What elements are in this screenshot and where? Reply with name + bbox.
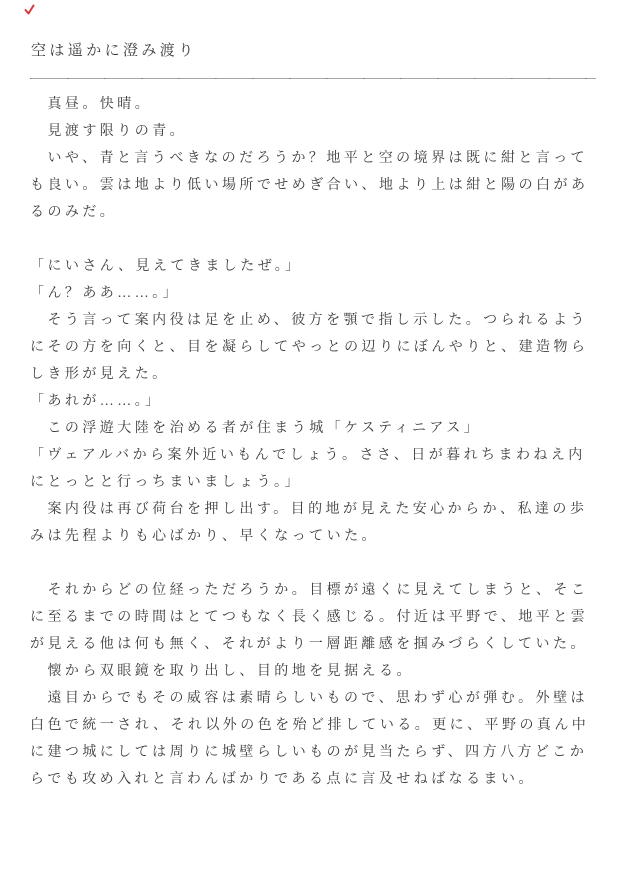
body-text bbox=[30, 91, 598, 793]
text-line: しき形が見えた。 bbox=[30, 367, 170, 382]
text-line: 真昼。快晴。 bbox=[30, 97, 153, 112]
page-title: 空は遥かに澄み渡り bbox=[31, 43, 197, 59]
text-line: らでも攻め入れと言わんばかりである点に言及せねばなるまい。 bbox=[30, 772, 536, 787]
text-line: にその方を向くと、目を凝らしてやっとの辺りにぼんやりと、建造物ら bbox=[30, 340, 589, 355]
text-line: それからどの位経っただろうか。目標が遠くに見えてしまうと、そこ bbox=[30, 583, 589, 598]
title-divider-line bbox=[30, 78, 596, 80]
red-annotation-icon bbox=[24, 3, 35, 15]
text-line: みは先程よりも心ばかり、早くなっていた。 bbox=[30, 529, 379, 544]
text-line: が見える他は何も無く、それがより一層距離感を掴みづらくしていた。 bbox=[30, 637, 588, 652]
text-line: に至るまでの時間はとてつもなく長く感じる。付近は平野で、地平と雲 bbox=[30, 610, 589, 625]
text-line: この浮遊大陸を治める者が住まう城「ケスティニアス」 bbox=[30, 421, 482, 436]
text-line: そう言って案内役は足を止め、彼方を顎で指し示した。つられるよう bbox=[30, 313, 588, 328]
text-line: にとっとと行っちまいましょう。」 bbox=[30, 475, 302, 490]
text-line: に建つ城にしては周りに城壁らしいものが見当たらず、四方八方どこか bbox=[30, 745, 588, 760]
blank-line bbox=[30, 550, 598, 577]
text-line: 案内役は再び荷台を押し出す。目的地が見えた安心からか、私達の歩 bbox=[30, 502, 588, 517]
text-line: 「あれが……。」 bbox=[30, 394, 163, 409]
text-line: 「にいさん、見えてきましたぜ。」 bbox=[30, 259, 303, 274]
text-line: 遠目からでもその威容は素晴らしいもので、思わず心が弾む。外壁は bbox=[30, 691, 588, 706]
text-line: いや、青と言うべきなのだろうか？地平と空の境界は既に紺と言って bbox=[30, 151, 589, 166]
text-line: 白色で統一され、それ以外の色を殆ど排している。更に、平野の真ん中 bbox=[30, 718, 590, 733]
text-line: も良い。雲は地より低い場所でせめぎ合い、地より上は紺と陽の白があ bbox=[30, 178, 589, 193]
text-line: 「ヴェアルバから案外近いもんでしょう。ささ、日が暮れちまわねえ内 bbox=[30, 448, 586, 463]
text-line: 「ん？ああ……。」 bbox=[30, 286, 181, 301]
text-line: 見渡す限りの青。 bbox=[30, 124, 188, 139]
text-line: るのみだ。 bbox=[30, 205, 118, 220]
blank-line bbox=[30, 226, 598, 253]
text-line: 懐から双眼鏡を取り出し、目的地を見据える。 bbox=[30, 664, 414, 679]
